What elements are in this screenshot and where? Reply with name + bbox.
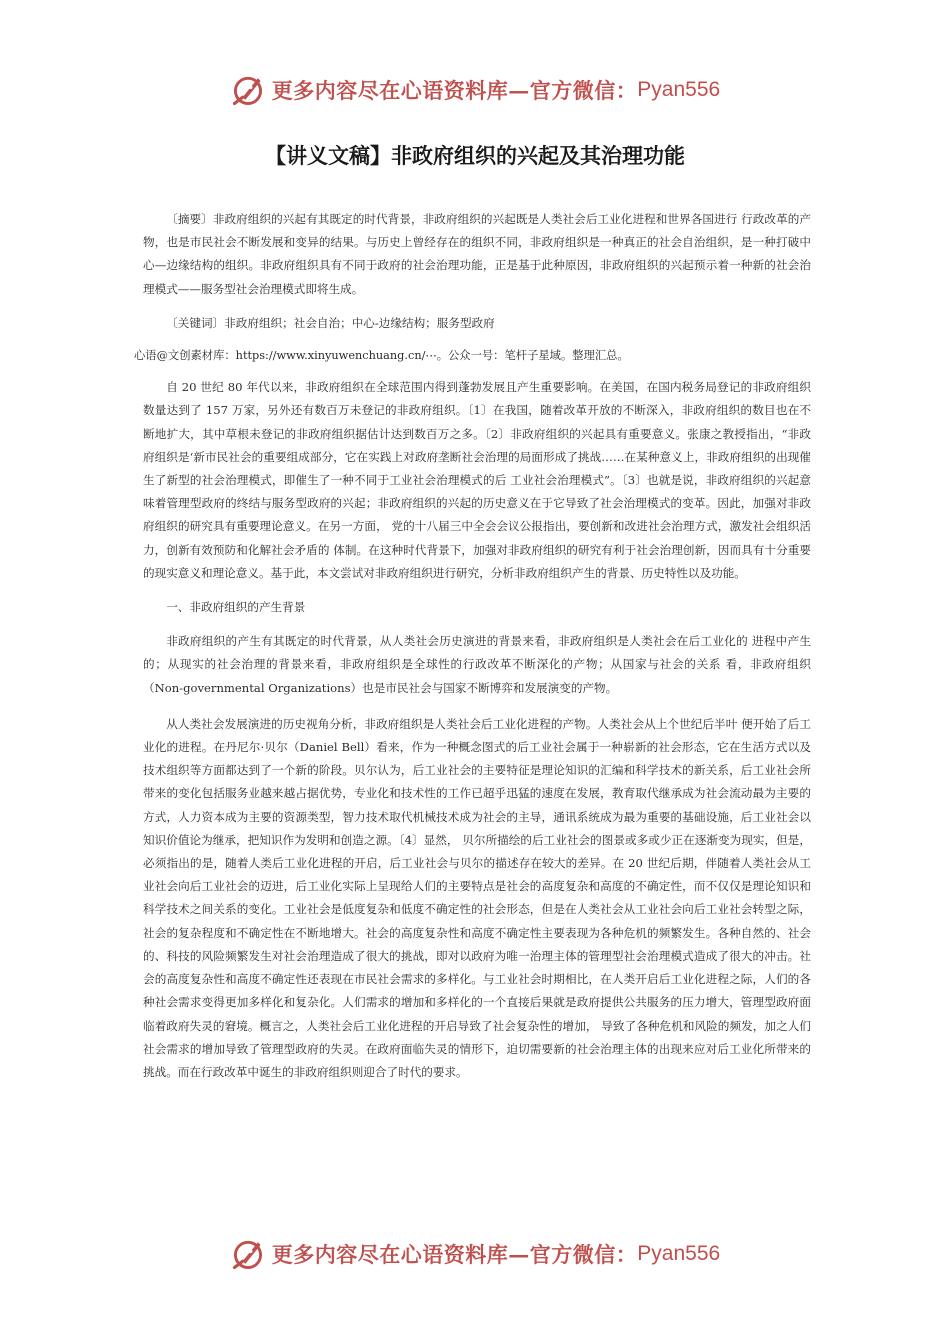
document-body (134, 208, 811, 1084)
banner-text: 更多内容尽在心语资料库—官方微信： (271, 78, 638, 103)
banner-text: 更多内容尽在心语资料库—官方微信： (271, 1242, 638, 1267)
pen-logo-icon (230, 72, 266, 108)
source-line: 心语@文创素材库：https://www.xinyuwenchuang.cn/⋯。公众一号：笔杆子星域。整理汇总。 (134, 349, 629, 363)
abstract-paragraph: 〔摘要〕非政府组织的兴起有其既定的时代背景，非政府组织的兴起既是人类社会后工业化进程和世界各国进行 行政改革的产物，也是市民社会不断发展和变异的结果。与历史上曾经存在的组织不同，非政府组织是一种真正的社会自治组织，是一种打破中心—边缘结构的组织。非政府组织具有不同于政府的社会治理功能，正是基于此种原因，非政府组织的兴起预示着一种新的社会治理模式——服务型社会治理模式即将生成。 (143, 212, 811, 296)
document-title: 【讲义文稿】非政府组织的兴起及其治理功能 (265, 144, 685, 168)
keywords-paragraph: 〔关键词〕非政府组织；社会自治；中心-边缘结构；服务型政府 (166, 315, 495, 330)
pen-logo-icon (230, 1236, 266, 1272)
section-heading: 一、非政府组织的产生背景 (166, 600, 306, 615)
body-paragraph: 从人类社会发展演进的历史视角分析，非政府组织是人类社会后工业化进程的产物。人类社会从上个世纪后半叶 便开始了后工业化的进程。在丹尼尔·贝尔（Daniel Bell）看来，作为一种概念图式的后工业社会属于一种崭新的社会形态，它在生活方式以及技术组织等方面都达到了一个新的阶段。贝尔认为，后工业社会的主要特征是理论知识的汇编和科学技术的新关系，后工业社会所带来的变化包括服务业越来越占据优势，专业化和技术性的工作已超乎迅猛的速度在发展，教育取代继承成为社会流动最为主要的方式，人力资本成为主要的资源类型，智力技术取代机械技术成为社会的主导，通讯系统成为最为重要的基础设施，后工业社会以知识价值论为继承，把知识作为发明和创造之源。〔4〕显然， 贝尔所描绘的后工业社会的图景或多或少正在逐渐变为现实，但是，必须指出的是，随着人类后工业化进程的开启，后工业社会与贝尔的描述存在较大的差异。在 20 世纪后期，伴随着人类社会从工业社会向后工业社会的迈进，后工业化实际上呈现给人们的主要特点是社会的高度复杂和高度的不确定性，而不仅仅是理论知识和科学技术之间关系的变化。工业社会是低度复杂和低度不确定性的社会形态，但是在人类社会从工业社会向后工业社会转型之际，社会的复杂程度和不确定性在不断地增大。社会的高度复杂性和高度不确定性主要表现为各种危机的频繁发生。各种自然的、社会的、科技的风险频繁发生对社会治理造成了很大的挑战，即对以政府为唯一治理主体的管理型社会治理模式造成了很大的冲击。社会的高度复杂性和高度不确定性还表现在市民社会需求的多样化。与工业社会时期相比，在人类开启后工业化进程之际，人们的各种社会需求变得更加多样化和复杂化。人们需求的增加和多样化的一个直接后果就是政府提供公共服务的压力增大，管理型政府面临着政府失灵的窘境。概言之，人类社会后工业化进程的开启导致了社会复杂性的增加， 导致了各种危机和风险的频发，加之人们社会需求的增加导致了管理型政府的失灵。在政府面临失灵的情形下，迫切需要新的社会治理主体的出现来应对后工业化所带来的挑战。而在行政改革中诞生的非政府组织则迎合了时代的要求。 (143, 716, 811, 1079)
banner-wechat-id: Pyan556 (637, 78, 721, 101)
header-banner (0, 72, 950, 108)
banner-wechat-id: Pyan556 (637, 1242, 721, 1265)
body-paragraph: 自 20 世纪 80 年代以来，非政府组织在全球范围内得到蓬勃发展且产生重要影响。在美国，在国内税务局登记的非政府组织数量达到了 157 万家，另外还有数百万未登记的非政府组织。〔1〕在我国，随着改革开放的不断深入，非政府组织的数目也在不断地扩大，其中草根未登记的非政府组织据估计达到数百万之多。〔2〕非政府组织的兴起具有重要意义。张康之教授指出，“非政府组织是‘新市民社会的重要组成部分，它在实践上对政府垄断社会治理的局面形成了挑战……在某种意义上，非政府组织的出现催生了新型的社会治理模式，即催生了一种不同于工业社会治理模式的后 工业社会治理模式”。〔3〕也就是说，非政府组织的兴起意味着管理型政府的终结与服务型政府的兴起；非政府组织的兴起的历史意义在于它导致了社会治理模式的变革。因此，加强对非政府组织的研究具有重要理论意义。在另一方面， 党的十八届三中全会会议公报指出，要创新和改进社会治理方式，激发社会组织活力，创新有效预防和化解社会矛盾的 体制。在这种时代背景下，加强对非政府组织的研究有利于社会治理创新，因而具有十分重要的现实意义和理论意义。基于此，本文尝试对非政府组织进行研究，分析非政府组织产生的背景、历史特性以及功能。 (143, 380, 811, 580)
footer-banner (0, 1236, 950, 1272)
body-paragraph: 非政府组织的产生有其既定的时代背景，从人类社会历史演进的背景来看，非政府组织是人类社会在后工业化的 进程中产生的；从现实的社会治理的背景来看，非政府组织是全球性的行政改革不断深化的产物；从国家与社会的关系 看，非政府组织（Non-governmental Organizations）也是市民社会与国家不断博弈和发展演变的产物。 (143, 634, 811, 695)
